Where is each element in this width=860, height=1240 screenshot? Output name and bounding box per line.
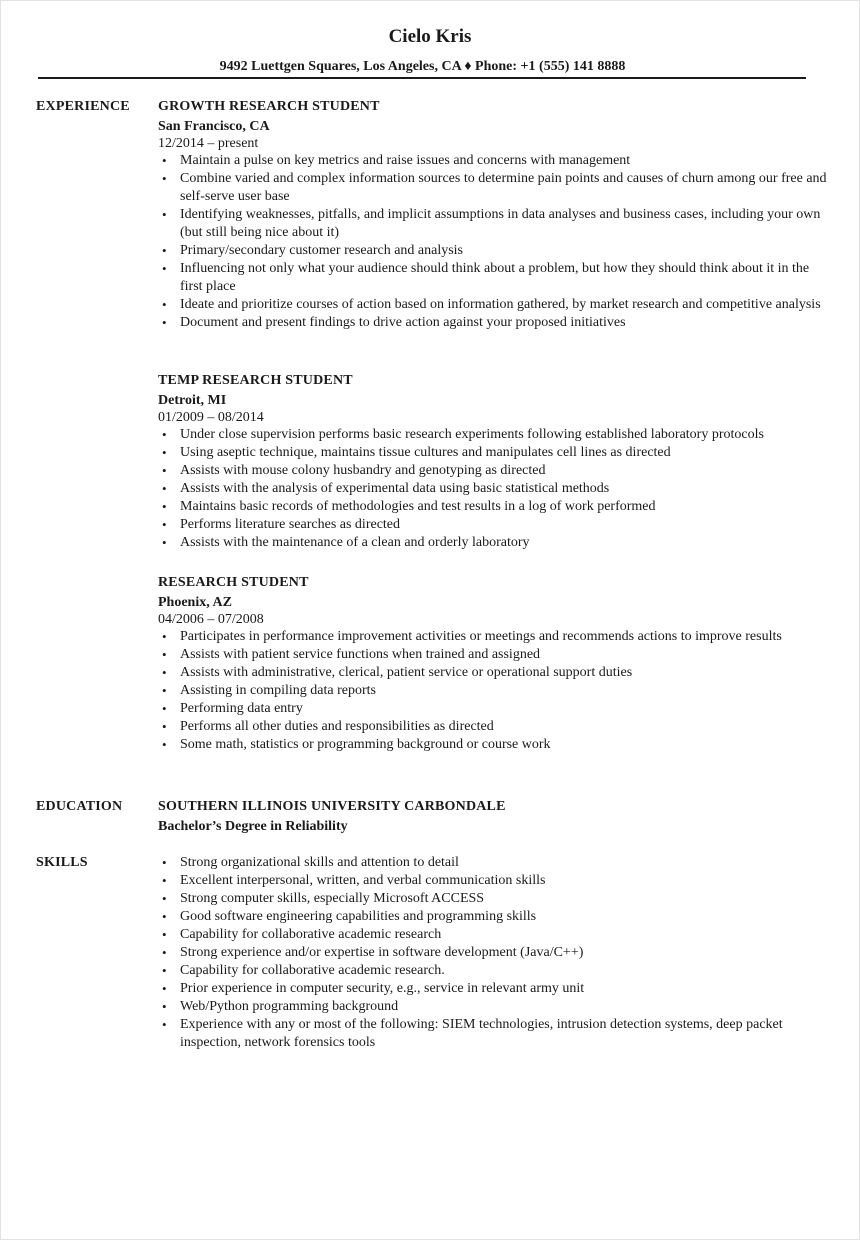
list-item: • Experience with any or most of the following: SIEM technologies, intrusion detection systems, deep packet inspection, network forensics tools (158, 1016, 832, 1052)
experience-entry-2 (158, 372, 828, 552)
list-item: • Under close supervision performs basic research experiments following established laboratory protocols (158, 426, 832, 444)
school-name: SOUTHERN ILLINOIS UNIVERSITY CARBONDALE (158, 799, 506, 814)
job-title: TEMP RESEARCH STUDENT (158, 373, 353, 388)
list-item: • Maintain a pulse on key metrics and raise issues and concerns with management (158, 152, 832, 170)
candidate-name: Cielo Kris (388, 26, 472, 47)
list-item: • Assists with patient service functions when trained and assigned (158, 646, 832, 664)
list-item: • Strong computer skills, especially Microsoft ACCESS (158, 890, 832, 908)
list-item: • Influencing not only what your audience should think about a problem, but how they should think about it in the first place (158, 260, 832, 296)
list-item: • Assists with mouse colony husbandry and genotyping as directed (158, 462, 832, 480)
skills-heading: SKILLS (36, 855, 88, 870)
list-item: • Using aseptic technique, maintains tissue cultures and manipulates cell lines as directed (158, 444, 832, 462)
list-item: • Excellent interpersonal, written, and verbal communication skills (158, 872, 832, 890)
education-heading: EDUCATION (36, 799, 123, 814)
list-item: • Primary/secondary customer research and analysis (158, 242, 832, 260)
job-dates: 04/2006 – 07/2008 (158, 612, 264, 627)
job-bullets (158, 426, 828, 552)
list-item: • Performing data entry (158, 700, 832, 718)
contact-line: 9492 Luettgen Squares, Los Angeles, CA ♦ Phone: +1 (555) 141 8888 (219, 59, 626, 74)
list-item: • Strong experience and/or expertise in software development (Java/C++) (158, 944, 832, 962)
list-item: • Web/Python programming background (158, 998, 832, 1016)
job-title: RESEARCH STUDENT (158, 575, 309, 590)
list-item: • Assists with the maintenance of a clean and orderly laboratory (158, 534, 832, 552)
skills-list (158, 854, 828, 1052)
list-item: • Assisting in compiling data reports (158, 682, 832, 700)
list-item: • Maintains basic records of methodologies and test results in a log of work performed (158, 498, 832, 516)
list-item: • Strong organizational skills and attention to detail (158, 854, 832, 872)
job-location: San Francisco, CA (158, 119, 270, 134)
list-item: • Assists with the analysis of experimental data using basic statistical methods (158, 480, 832, 498)
job-location: Phoenix, AZ (158, 595, 232, 610)
list-item: • Capability for collaborative academic research. (158, 962, 832, 980)
job-bullets (158, 628, 828, 754)
list-item: • Assists with administrative, clerical, patient service or operational support duties (158, 664, 832, 682)
list-item: • Performs literature searches as directed (158, 516, 832, 534)
degree-name: Bachelor’s Degree in Reliability (158, 819, 348, 834)
experience-heading: EXPERIENCE (36, 99, 130, 114)
job-bullets (158, 152, 828, 332)
list-item: • Some math, statistics or programming background or course work (158, 736, 832, 754)
list-item: • Identifying weaknesses, pitfalls, and implicit assumptions in data analyses and business cases, including your own (but still being nice about it) (158, 206, 832, 242)
list-item: • Ideate and prioritize courses of action based on information gathered, by market research and competitive analysis (158, 296, 832, 314)
experience-entry-1 (158, 98, 828, 332)
list-item: • Prior experience in computer security, e.g., service in relevant army unit (158, 980, 832, 998)
job-location: Detroit, MI (158, 393, 227, 408)
education-entry (158, 798, 828, 836)
job-dates: 12/2014 – present (158, 136, 259, 151)
header-divider (38, 77, 806, 79)
list-item: • Good software engineering capabilities and programming skills (158, 908, 832, 926)
skills-entry (158, 854, 828, 1052)
job-title: GROWTH RESEARCH STUDENT (158, 99, 380, 114)
job-dates: 01/2009 – 08/2014 (158, 410, 264, 425)
list-item: • Performs all other duties and responsibilities as directed (158, 718, 832, 736)
list-item: • Capability for collaborative academic research (158, 926, 832, 944)
experience-entry-3 (158, 574, 828, 754)
list-item: • Document and present findings to drive action against your proposed initiatives (158, 314, 832, 332)
list-item: • Combine varied and complex information sources to determine pain points and causes of churn among our free and self-serve user base (158, 170, 832, 206)
list-item: • Participates in performance improvement activities or meetings and recommends actions to improve results (158, 628, 832, 646)
